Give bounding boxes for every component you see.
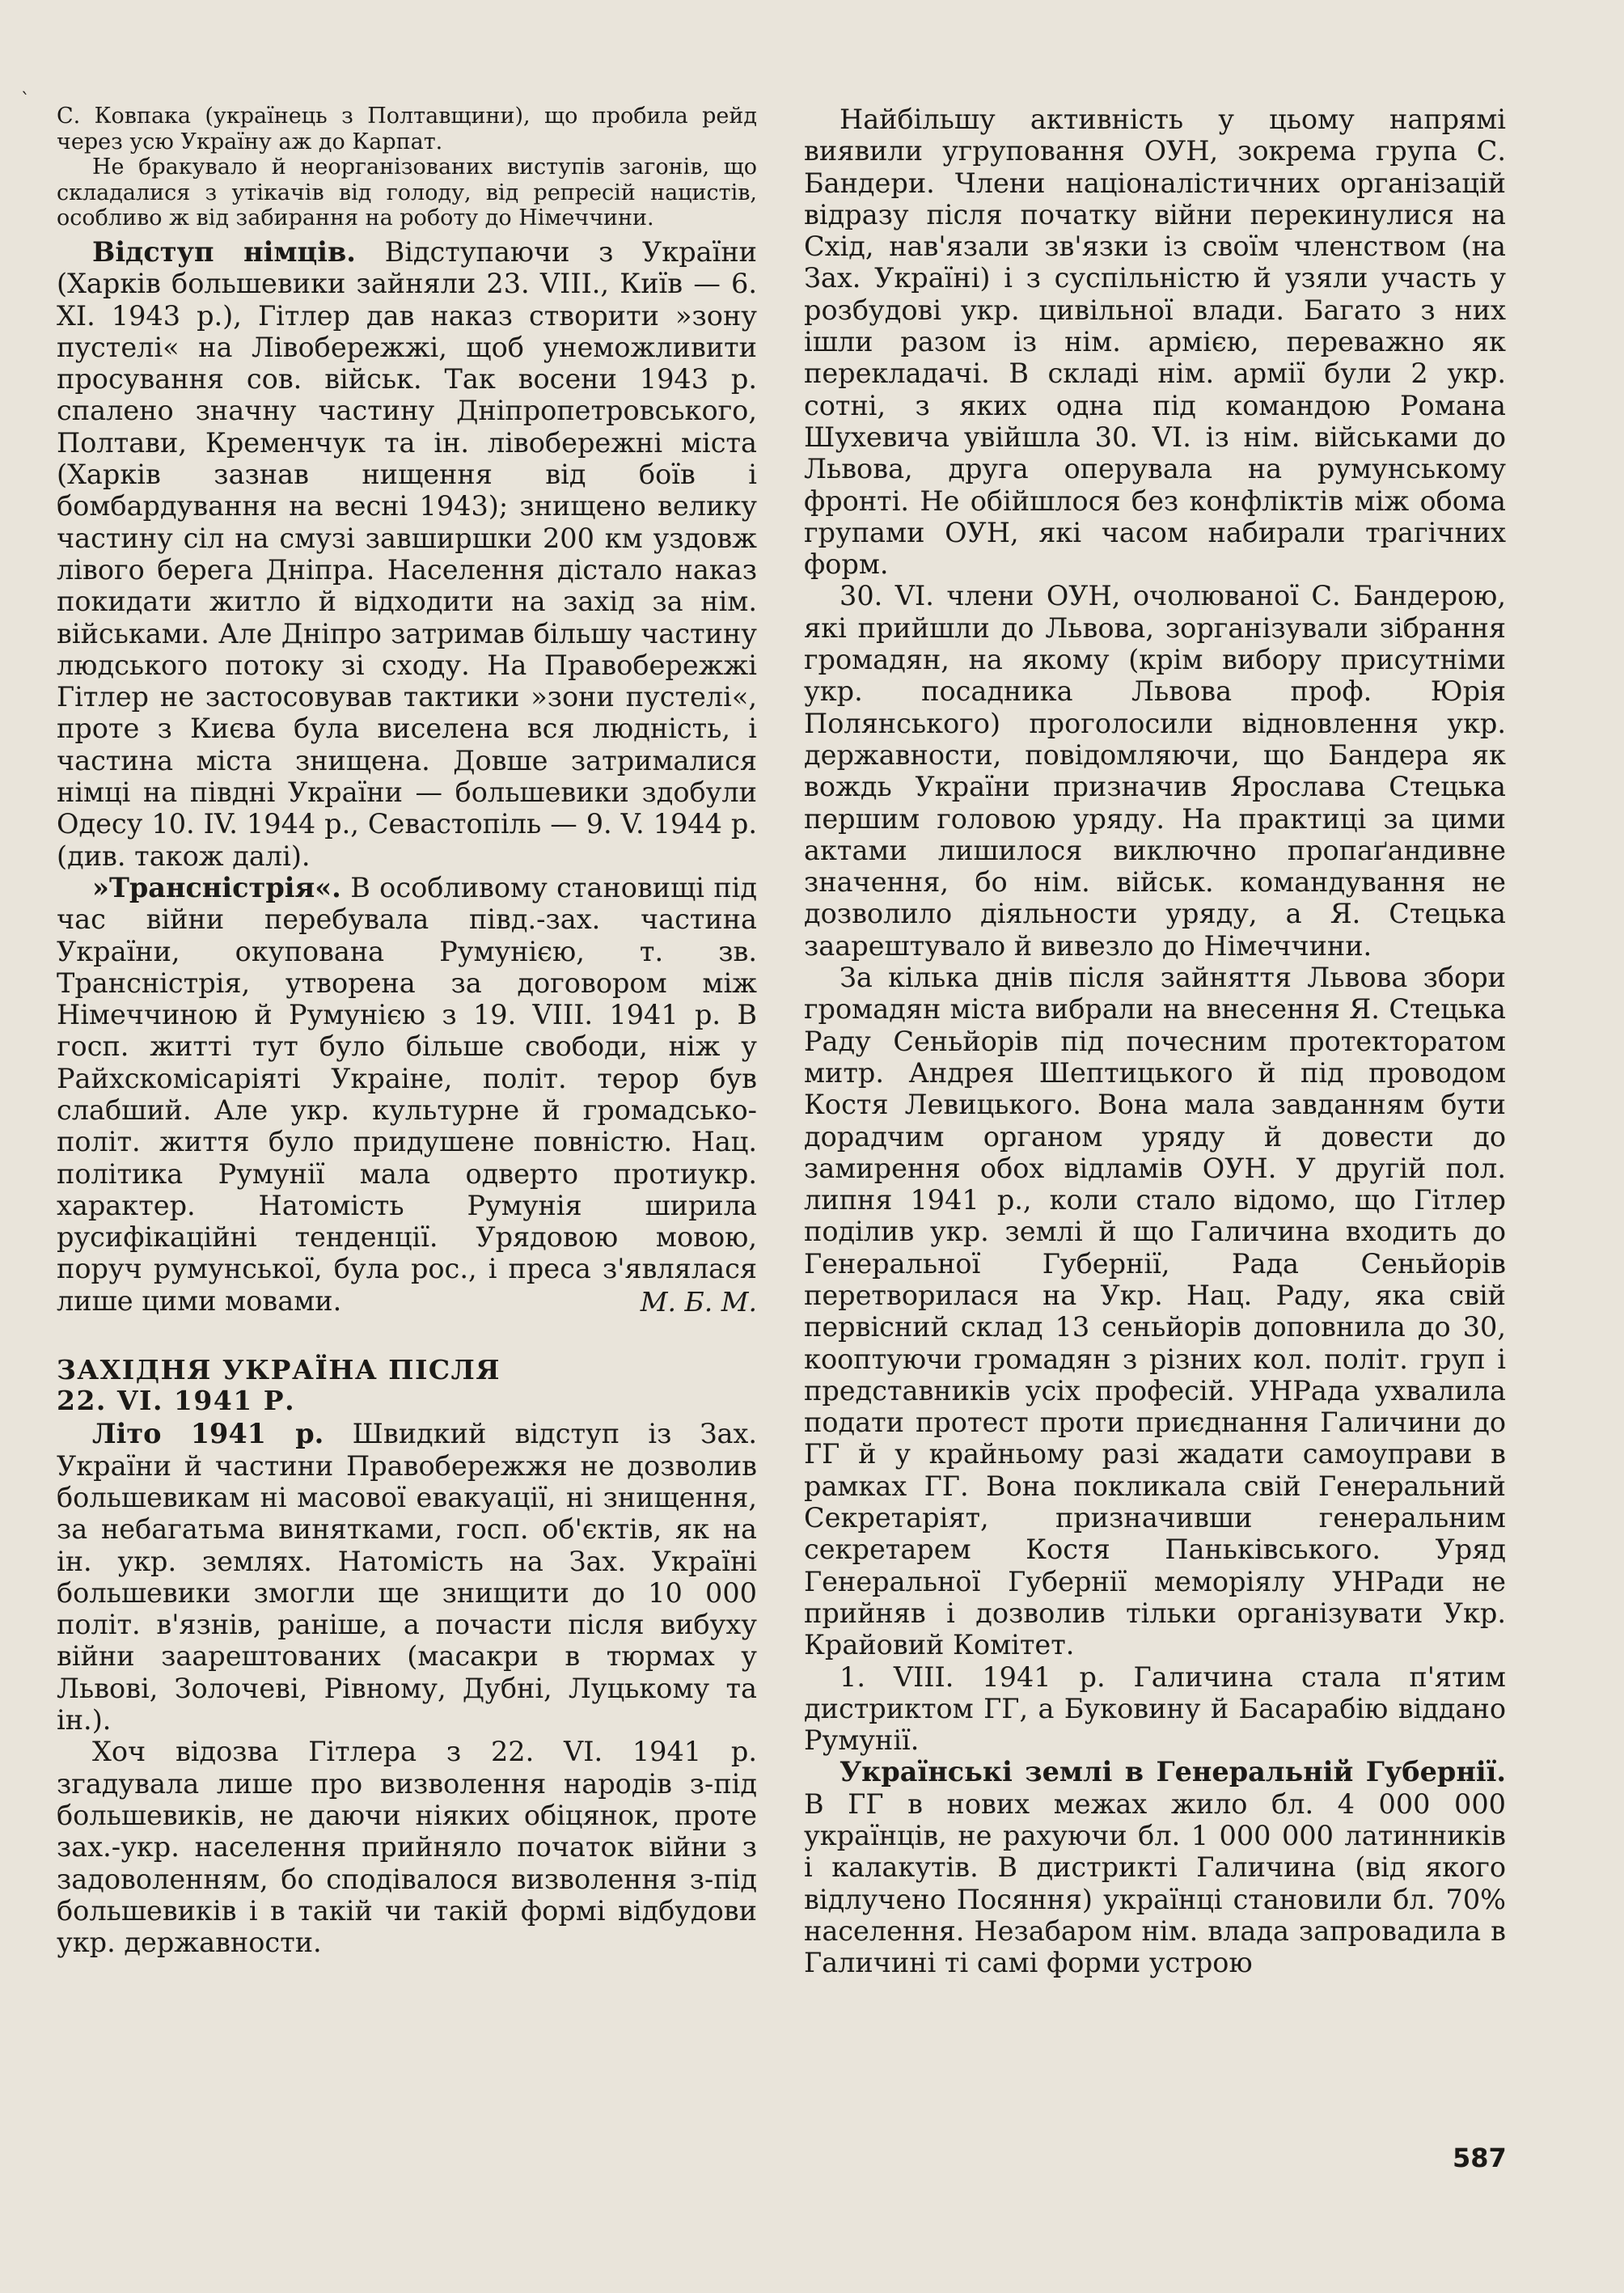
paragraph-summer-1941 <box>57 1418 757 1736</box>
section-heading <box>57 1355 757 1416</box>
paragraph-transnistria <box>57 872 757 1317</box>
run-in-heading: Відступ німців. <box>92 235 356 268</box>
section-heading-line: 22. VI. 1941 Р. <box>57 1385 296 1417</box>
paragraph: Не бракувало й неорганізованих виступів загонів, що складалися з утікачів від голоду, від репресій нацистів, особливо ж від забирання на роботу до Німеччини. <box>57 154 757 231</box>
paragraph: 30. VI. члени ОУН, очолюваної С. Бандерою, які прийшли до Львова, зорганізували зібрання громадян, на якому (крім вибору присутніми укр. посадника Львова проф. Юрія Полянського) проголосили відновлення укр. державности, повідомляючи, що Бандера як вождь України призначив Ярослава Стецька першим головою уряду. На практиці за цими актами лишилося виключно пропаґандивне значення, бо нім. військ. командування не дозволило діяльности уряду, а Я. Стецька заарештувало й вивезло до Німеччини. <box>804 580 1506 962</box>
paragraph: Хоч відозва Гітлера з 22. VI. 1941 р. згадувала лише про визволення народів з-під большевиків, не даючи ніяких обіцянок, проте зах.-укр. населення прийняло початок війни з задоволенням, бо сподівалося визволення з-під большевиків і в такій чи такій формі відбудови укр. державности. <box>57 1736 757 1959</box>
paragraph-text: Відступаючи з України (Харків большевики зайняли 23. VIII., Київ — 6. XI. 1943 р.), Гітлер дав наказ створити »зону пустелі« на Лівобережжі, щоб унеможливити просування сов. військ. Так восени 1943 р. спалено значну частину Дніпропетровського, Полтави, Кременчук та ін. лівобережні міста (Харків зазнав нищення від боїв і бомбардування на весні 1943); знищено велику частину сіл на смузі завширшки 200 км уздовж лівого берега Дніпра. Населення дістало наказ покидати житло й відходити на захід за нім. військами. Але Дніпро затримав більшу частину людського потоку зі сходу. На Правобережжі Гітлер не застосовував тактики »зони пустелі«, проте з Києва була виселена вся людність, і частина міста знищена. Довше затрималися німці на півдні України — большевики здобули Одесу 10. IV. 1944 р., Севастопіль — 9. V. 1944 р. (див. також далі). <box>57 235 757 872</box>
paragraph-text: В особливому становищі під час війни перебувала півд.-зах. частина України, окупована Румунією, т. зв. Трансністрія, утворена за договором між Німеччиною й Румунією з 19. VIII. 1941 р. В госп. житті тут було більше свободи, ніж у Райхскомісаріяті Украіне, політ. терор був слабший. Але укр. культурне й громадсько-політ. життя було придушене повністю. Нац. політика Румунії мала одверто протиукр. характер. Натомість Румунія ширила русифікаційні тенденції. Урядовою мовою, поруч румунської, була рос., і преса з'являлася лише цими мовами. <box>57 871 758 1317</box>
run-in-heading: »Трансністрія«. <box>92 871 341 903</box>
paragraph-text: В ГГ в нових межах жило бл. 4 000 000 українців, не рахуючи бл. 1 000 000 латинників і калакутів. В дистрикті Галичина (від якого відлучено Посяння) українці становили бл. 70% населення. Незабаром нім. влада запровадила в Галичині ті самі форми устрою <box>804 1787 1506 1979</box>
author-signature: М. Б. М. <box>640 1286 757 1318</box>
paragraph: С. Ковпака (українець з Полтавщини), що пробила рейд через усю Україну аж до Карпат. <box>57 104 757 154</box>
run-in-heading: Літо 1941 р. <box>92 1418 324 1450</box>
paragraph-text: Швидкий відступ із Зах. України й частини Правобережжя не дозволив большевикам ні масової евакуації, ні знищення, за небагатьма винятками, госп. об'єктів, як на ін. укр. землях. Натомість на Зах. Україні большевики змогли ще знищити до 10 000 політ. в'язнів, раніше, а почасти після вибуху війни заарештованих (масакри в тюрмах у Львові, Золочеві, Рівному, Дубні, Луцькому та ін.). <box>57 1418 757 1737</box>
page-number: 587 <box>1453 2143 1507 2173</box>
margin-mark: ` <box>21 91 30 111</box>
right-column <box>804 104 1506 1979</box>
run-in-heading: Українські землі в Генеральній Губернії. <box>839 1756 1506 1788</box>
left-column <box>57 104 757 1958</box>
paragraph: За кілька днів після зайняття Львова збори громадян міста вибрали на внесення Я. Стецька Раду Сеньйорів під почесним протекторатом митр. Андрея Шептицького й під проводом Костя Левицького. Вона мала завданням бути дорадчим органом уряду й довести до замирення обох відламів ОУН. У другій пол. липня 1941 р., коли стало відомо, що Гітлер поділив укр. землі й що Галичина входить до Генеральної Губернії, Рада Сеньйорів перетворилася на Укр. Нац. Раду, яка свій первісний склад 13 сеньйорів доповнила до 30, кооптуючи громадян з різних кол. політ. груп і представників усіх професій. УНРада ухвалила подати протест проти приєднання Галичини до ГГ й у крайньому разі жадати самоуправи в рамках ГГ. Вона покликала свій Генеральний Секретаріят, призначивши генеральним секретарем Костя Паньківського. Уряд Генеральної Губернії меморіялу УНРади не прийняв і дозволив тільки організувати Укр. Крайовий Комітет. <box>804 962 1506 1661</box>
paragraph: Найбільшу активність у цьому напрямі виявили угруповання ОУН, зокрема група С. Бандери. Члени націоналістичних організацій відразу після початку війни перекинулися на Схід, нав'язали зв'язки із своїм членством (на Зах. Україні) і з суспільністю й узяли участь у розбудові укр. цивільної влади. Багато з них ішли разом із нім. армією, переважно як перекладачі. В складі нім. армії були 2 укр. сотні, з яких одна під командою Романа Шухевича увійшла 30. VI. із нім. військами до Львова, друга оперувала на румунському фронті. Не обійшлося без конфліктів між обома групами ОУН, які часом набирали трагічних форм. <box>804 104 1506 581</box>
paragraph: 1. VIII. 1941 р. Галичина стала п'ятим дистриктом ГГ, а Буковину й Басарабію віддано Румунії. <box>804 1661 1506 1757</box>
section-heading-line: ЗАХІДНЯ УКРАЇНА ПІСЛЯ <box>57 1354 501 1386</box>
paragraph-retreat <box>57 236 757 872</box>
paragraph-general-government <box>804 1756 1506 1978</box>
small-print-block <box>57 104 757 231</box>
